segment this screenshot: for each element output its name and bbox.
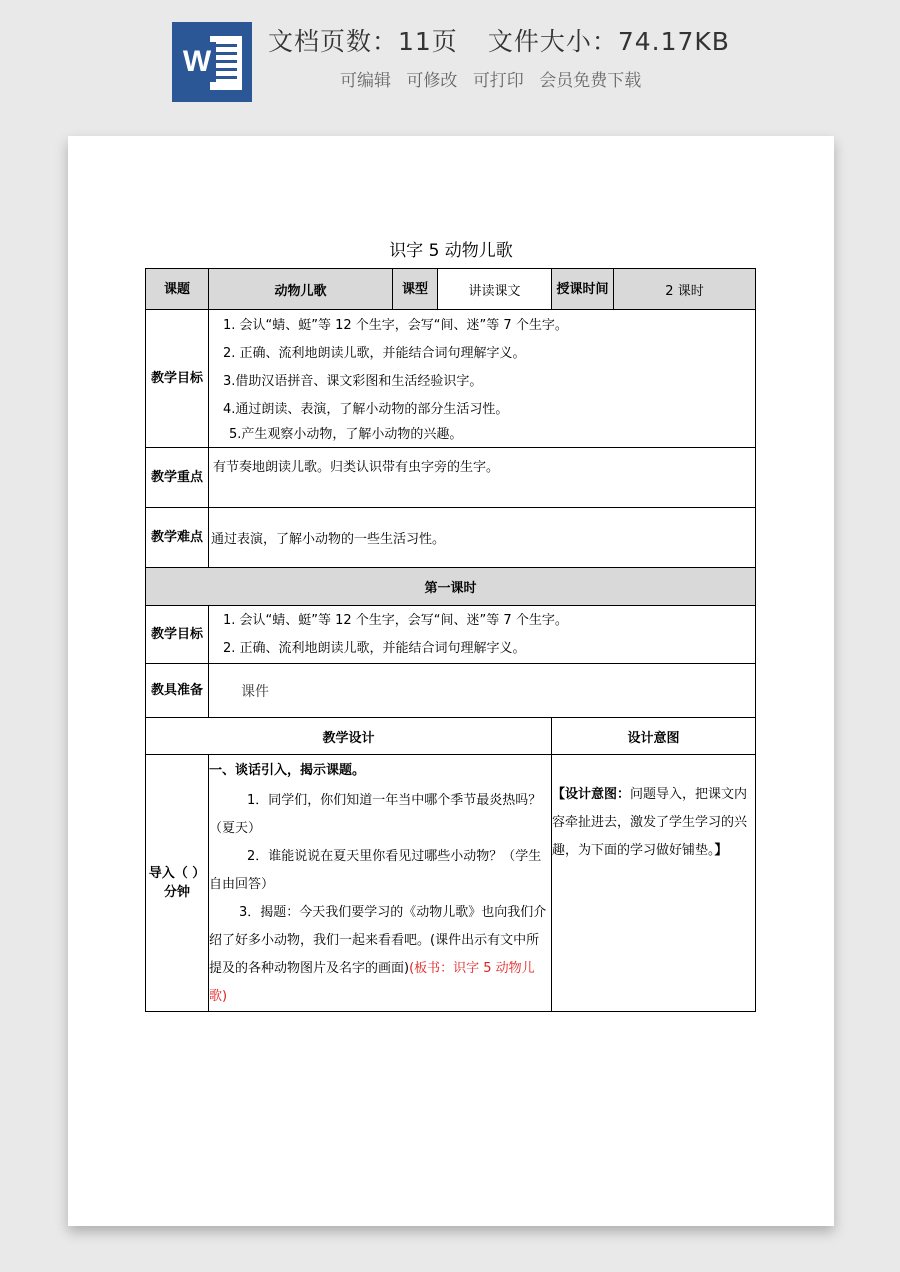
lesson1-goals-row [146,606,756,664]
document-page [68,136,834,1226]
intro-paragraph: 1．同学们，你们知道一年当中哪个季节最炎热吗？（夏天） [209,793,542,836]
intro-paragraph [209,899,551,1011]
file-info [268,22,730,58]
goal-item: 3.借助汉语拼音、课文彩图和生活经验识字。 [223,373,483,389]
goals-label: 教学目标 [146,310,209,448]
feature-member-download: 会员免费下载 [539,71,642,91]
difficulties-row [146,508,756,568]
topic-value: 动物儿歌 [209,269,393,310]
intro-heading: 一、谈话引入，揭示课题。 [209,763,366,778]
goals-row [146,310,756,448]
goals-list [209,310,756,448]
feature-editable: 可编辑 [340,71,391,91]
intro-label: 导入（ ）分钟 [146,755,209,1012]
download-header [0,0,900,120]
lesson1-goals-label: 教学目标 [146,606,209,664]
intent-label: 【设计意图： [552,787,631,802]
word-icon [172,22,252,102]
goal-item: 2. 正确、流利地朗读儿歌，并能结合词句理解字义。 [223,345,526,361]
lesson1-goals-list [209,606,756,664]
design-header-row [146,718,756,755]
intent-content [552,755,756,1012]
file-size: 文件大小：74.17KB [487,27,730,56]
difficulties-value: 通过表演，了解小动物的一些生活习性。 [209,508,756,568]
design-header: 教学设计 [146,718,552,755]
goal-item: 1. 会认“蜻、蜓”等 12 个生字，会写“间、迷”等 7 个生字。 [223,612,568,628]
key-points-label: 教学重点 [146,448,209,508]
document-title: 识字 5 动物儿歌 [389,241,513,261]
lesson1-header-row [146,568,756,606]
goal-item: 2. 正确、流利地朗读儿歌，并能结合词句理解字义。 [223,640,526,656]
intent-end: 】 [714,843,728,858]
time-label: 授课时间 [552,269,614,310]
goal-item: 5.产生观察小动物，了解小动物的兴趣。 [229,426,463,442]
tools-label: 教具准备 [146,664,209,718]
key-points-value: 有节奏地朗读儿歌。归类认识带有虫字旁的生字。 [209,448,756,508]
feature-list [340,66,651,91]
intent-header: 设计意图 [552,718,756,755]
goal-item: 4.通过朗读、表演，了解小动物的部分生活习性。 [223,401,509,417]
page-count: 文档页数：11页 [268,27,458,56]
goal-item: 1. 会认“蜻、蜓”等 12 个生字，会写“间、迷”等 7 个生字。 [223,317,568,333]
intro-row [146,755,756,1012]
intent-text: 问题导入，把课文内容牵扯进去，激发了学生学习的兴趣，为下面的学习做好铺垫。 [552,787,748,858]
difficulties-label: 教学难点 [146,508,209,568]
lesson1-title: 第一课时 [146,568,756,606]
tools-row [146,664,756,718]
intro-paragraph: 2．谁能说说在夏天里你看见过哪些小动物？（学生自由回答） [209,849,542,892]
feature-printable: 可打印 [472,71,524,91]
word-icon-letter: W [178,42,216,82]
intro-paragraph-text: 3．揭题：今天我们要学习的《动物儿歌》也向我们介绍了好多小动物，我们一起来看看吧。(课件出示有文中所提及的各种动物图片及名字的画面) [209,905,547,976]
feature-modifiable: 可修改 [406,71,458,91]
type-value: 讲读课文 [438,269,552,310]
topic-label: 课题 [146,269,209,310]
title-row [146,269,756,310]
key-points-row [146,448,756,508]
time-value: 2 课时 [614,269,756,310]
type-label: 课型 [393,269,438,310]
intro-content [209,755,552,1012]
lesson-plan-table [145,268,756,1012]
tools-value: 课件 [209,664,756,718]
board-writing: (板书：识字 5 动物儿歌) [209,961,535,1004]
